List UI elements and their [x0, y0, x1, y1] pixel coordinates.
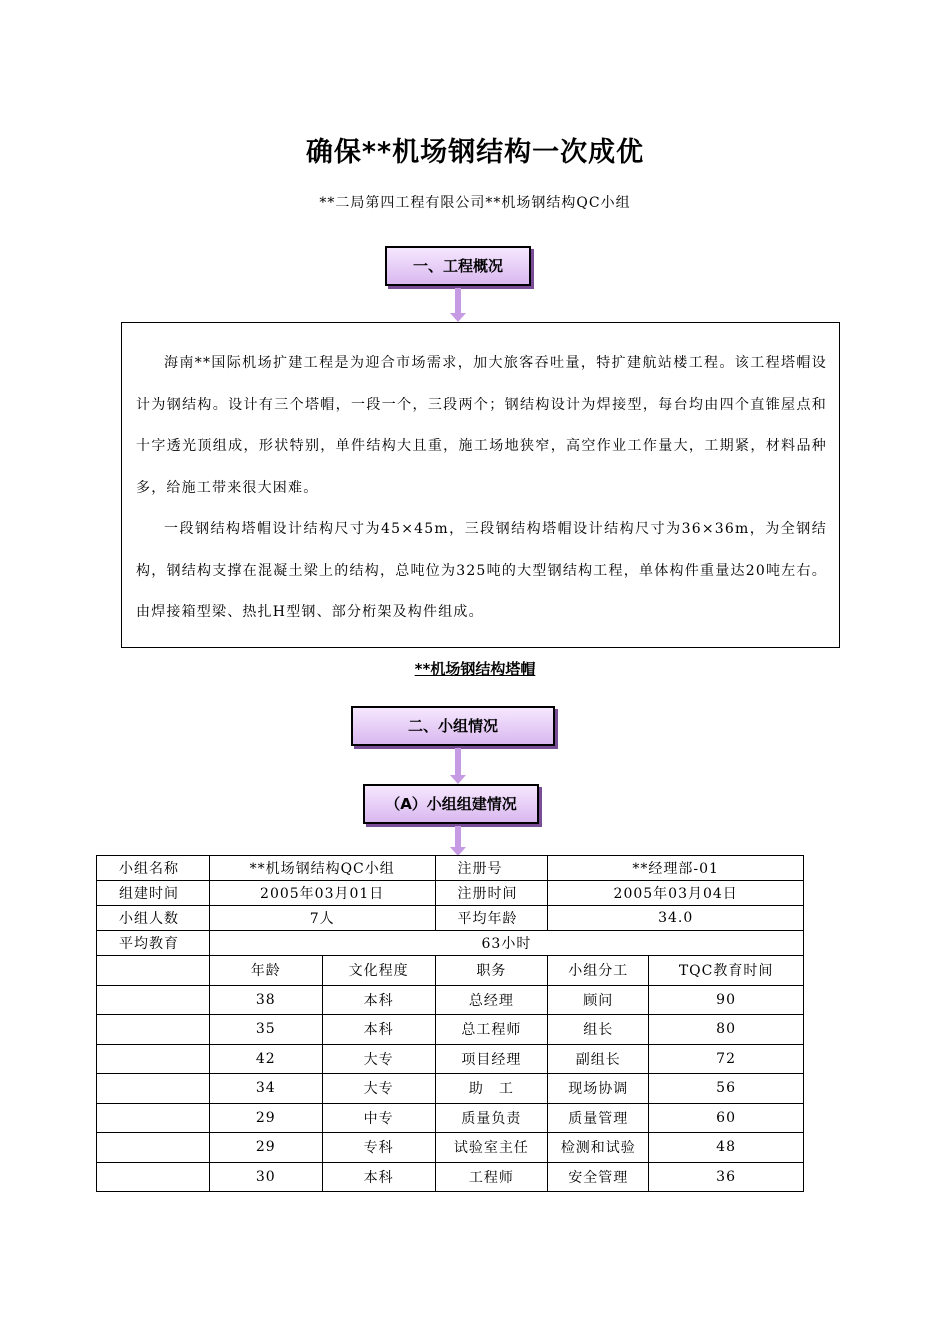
age-cell: 29 — [209, 1103, 322, 1133]
table-row — [97, 1133, 804, 1163]
flow-arrow — [455, 288, 461, 314]
blank-cell — [97, 1162, 210, 1192]
table-row — [97, 1103, 804, 1133]
blank-cell — [97, 1133, 210, 1163]
group-name-label: 小组名称 — [97, 856, 210, 881]
education-cell: 专科 — [322, 1133, 435, 1163]
table-row — [97, 931, 804, 956]
project-overview-box — [121, 322, 840, 648]
blank-cell — [97, 1074, 210, 1104]
blank-cell — [97, 1103, 210, 1133]
flow-arrow — [455, 826, 461, 848]
image-caption-text: **机场钢结构塔帽 — [414, 660, 536, 678]
avg-edu-value: 63小时 — [209, 931, 803, 956]
section-heading-formation — [363, 784, 539, 824]
tqc-hours-cell: 48 — [649, 1133, 804, 1163]
position-cell: 项目经理 — [435, 1044, 548, 1074]
section-heading-formation-label: （A）小组组建情况 — [385, 795, 517, 813]
tqc-hours-cell: 90 — [649, 985, 804, 1015]
document-title: 确保**机场钢结构一次成优 — [305, 137, 645, 168]
blank-cell — [97, 1015, 210, 1045]
position-cell: 助 工 — [435, 1074, 548, 1104]
role-cell: 安全管理 — [548, 1162, 649, 1192]
column-header: TQC教育时间 — [649, 956, 804, 986]
avg-edu-label: 平均教育 — [97, 931, 210, 956]
table-row — [97, 881, 804, 906]
avg-age-value: 34.0 — [548, 906, 804, 931]
table-row — [97, 856, 804, 881]
education-cell: 本科 — [322, 1162, 435, 1192]
tqc-hours-cell: 80 — [649, 1015, 804, 1045]
founded-label: 组建时间 — [97, 881, 210, 906]
column-header: 职务 — [435, 956, 548, 986]
tqc-hours-cell: 60 — [649, 1103, 804, 1133]
table-row — [97, 1044, 804, 1074]
table-header-row — [97, 956, 804, 986]
overview-paragraph-1: 海南**国际机场扩建工程是为迎合市场需求，加大旅客吞吐量，特扩建航站楼工程。该工程塔帽设计为钢结构。设计有三个塔帽，一段一个，三段两个；钢结构设计为焊接型，每台均由四个直锥屋点和十字透光顶组成，形状特别，单件结构大且重，施工场地狭窄，高空作业工作量大，工期紧，材料品种多，给施工带来很大困难。 — [136, 355, 827, 496]
position-cell: 总经理 — [435, 985, 548, 1015]
reg-no-label: 注册号 — [435, 856, 548, 881]
role-cell: 检测和试验 — [548, 1133, 649, 1163]
position-cell: 质量负责 — [435, 1103, 548, 1133]
column-header: 小组分工 — [548, 956, 649, 986]
age-cell: 42 — [209, 1044, 322, 1074]
tqc-hours-cell: 36 — [649, 1162, 804, 1192]
role-cell: 组长 — [548, 1015, 649, 1045]
image-caption — [0, 658, 950, 679]
member-count-label: 小组人数 — [97, 906, 210, 931]
blank-cell — [97, 956, 210, 986]
section-heading-team-label: 二、小组情况 — [407, 717, 498, 735]
education-cell: 大专 — [322, 1044, 435, 1074]
section-heading-overview-label: 一、工程概况 — [412, 257, 503, 275]
role-cell: 现场协调 — [548, 1074, 649, 1104]
table-row — [97, 985, 804, 1015]
role-cell: 质量管理 — [548, 1103, 649, 1133]
position-cell: 总工程师 — [435, 1015, 548, 1045]
overview-paragraph-2: 一段钢结构塔帽设计结构尺寸为45×45m，三段钢结构塔帽设计结构尺寸为36×36m，为全钢结构，钢结构支撑在混凝土梁上的结构，总吨位为325吨的大型钢结构工程，单体构件重量达20吨左右。由焊接箱型梁、热扎H型钢、部分桁架及构件组成。 — [136, 521, 827, 620]
education-cell: 本科 — [322, 1015, 435, 1045]
role-cell: 顾问 — [548, 985, 649, 1015]
education-cell: 中专 — [322, 1103, 435, 1133]
reg-date-label: 注册时间 — [435, 881, 548, 906]
reg-date-value: 2005年03月04日 — [548, 881, 804, 906]
table-row — [97, 1015, 804, 1045]
age-cell: 34 — [209, 1074, 322, 1104]
team-info-table — [96, 855, 804, 1192]
education-cell: 大专 — [322, 1074, 435, 1104]
age-cell: 35 — [209, 1015, 322, 1045]
section-heading-team — [351, 706, 555, 746]
column-header: 年龄 — [209, 956, 322, 986]
table-row — [97, 1162, 804, 1192]
position-cell: 工程师 — [435, 1162, 548, 1192]
table-row — [97, 906, 804, 931]
member-count-value: 7人 — [209, 906, 435, 931]
age-cell: 38 — [209, 985, 322, 1015]
tqc-hours-cell: 72 — [649, 1044, 804, 1074]
reg-no-value: **经理部-01 — [548, 856, 804, 881]
role-cell: 副组长 — [548, 1044, 649, 1074]
age-cell: 29 — [209, 1133, 322, 1163]
document-subtitle: **二局第四工程有限公司**机场钢结构QC小组 — [319, 195, 631, 211]
age-cell: 30 — [209, 1162, 322, 1192]
tqc-hours-cell: 56 — [649, 1074, 804, 1104]
blank-cell — [97, 1044, 210, 1074]
flow-arrow — [455, 748, 461, 776]
education-cell: 本科 — [322, 985, 435, 1015]
table-row — [97, 1074, 804, 1104]
position-cell: 试验室主任 — [435, 1133, 548, 1163]
blank-cell — [97, 985, 210, 1015]
section-heading-overview — [385, 246, 531, 286]
founded-value: 2005年03月01日 — [209, 881, 435, 906]
group-name-value: **机场钢结构QC小组 — [209, 856, 435, 881]
column-header: 文化程度 — [322, 956, 435, 986]
avg-age-label: 平均年龄 — [435, 906, 548, 931]
